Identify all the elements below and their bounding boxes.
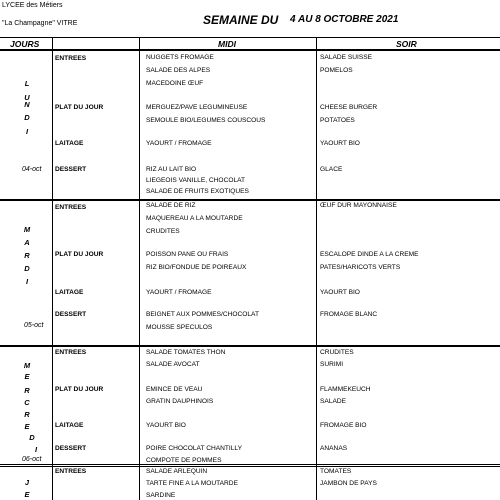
menu-item: ESCALOPE DINDE A LA CREME (320, 251, 419, 258)
menu-item: YAOURT BIO (146, 422, 186, 429)
day-date: 06-oct (22, 456, 42, 463)
menu-item: SEMOULE BIO/LEGUMES COUSCOUS (146, 117, 266, 124)
category-label: LAITAGE (55, 140, 84, 147)
menu-item: EMINCE DE VEAU (146, 386, 203, 393)
menu-item: TARTE FINE A LA MOUTARDE (146, 480, 238, 487)
category-label: ENTREES (55, 349, 87, 356)
column-divider (316, 37, 317, 500)
school-subtitle: "La Champagne" VITRE (2, 20, 78, 27)
menu-item: MACEDOINE ŒUF (146, 80, 204, 87)
category-label: DESSERT (55, 166, 87, 173)
menu-item: GLACE (320, 166, 343, 173)
day-letter: R (24, 410, 30, 419)
day-letter: E (24, 490, 30, 499)
menu-item: NUGGETS FROMAGE (146, 54, 214, 61)
school-name: LYCEE des Métiers (2, 2, 63, 9)
col-header-jours: JOURS (10, 39, 40, 49)
menu-item: YAOURT / FROMAGE (146, 289, 212, 296)
menu-item: SALADE DE FRUITS EXOTIQUES (146, 188, 249, 195)
menu-item: CRUDITES (146, 228, 180, 235)
menu-item: CRUDITES (320, 349, 354, 356)
menu-item: SALADE (320, 398, 347, 405)
menu-item: YAOURT BIO (320, 289, 360, 296)
menu-item: ŒUF DUR MAYONNAISE (320, 202, 397, 209)
day-letter: M (23, 225, 31, 234)
day-letter: D (29, 433, 35, 442)
menu-item: TOMATES (320, 468, 352, 475)
menu-item: MOUSSE SPECULOS (146, 324, 213, 331)
menu-item: SARDINE (146, 492, 176, 499)
day-letter: A (24, 238, 30, 247)
menu-item: RIZ BIO/FONDUE DE POIREAUX (146, 264, 247, 271)
menu-item: RIZ AU LAIT BIO (146, 166, 197, 173)
category-label: PLAT DU JOUR (55, 251, 104, 258)
day-separator (0, 345, 500, 347)
table-top-border (0, 37, 500, 38)
week-label: SEMAINE DU (203, 13, 279, 27)
header-bottom-border (0, 49, 500, 51)
menu-item: GRATIN DAUPHINOIS (146, 398, 214, 405)
col-header-midi: MIDI (218, 39, 236, 49)
day-separator (0, 199, 500, 201)
day-letter: D (24, 264, 30, 273)
menu-item: BEIGNET AUX POMMES/CHOCOLAT (146, 311, 259, 318)
day-date: 04-oct (22, 166, 42, 173)
category-label: LAITAGE (55, 289, 84, 296)
menu-item: CHEESE BURGER (320, 104, 378, 111)
menu-item: MERGUEZ/PAVE LEGUMINEUSE (146, 104, 248, 111)
menu-item: JAMBON DE PAYS (320, 480, 377, 487)
column-divider (139, 37, 140, 500)
category-label: PLAT DU JOUR (55, 386, 104, 393)
menu-item: SALADE DES ALPES (146, 67, 211, 74)
category-label: LAITAGE (55, 422, 84, 429)
menu-item: POISSON PANE OU FRAIS (146, 251, 229, 258)
category-label: DESSERT (55, 311, 87, 318)
day-letter: E (24, 422, 30, 431)
menu-item: SALADE SUISSE (320, 54, 373, 61)
day-letter: L (24, 79, 30, 88)
menu-item: SALADE ARLEQUIN (146, 468, 208, 475)
col-header-soir: SOIR (396, 39, 417, 49)
day-letter: R (24, 251, 30, 260)
menu-item: ANANAS (320, 445, 348, 452)
category-label: ENTREES (55, 204, 87, 211)
menu-item: COMPOTE DE POMMES (146, 457, 222, 464)
day-letter: E (24, 372, 30, 381)
menu-item: SURIMI (320, 361, 344, 368)
category-label: ENTREES (55, 468, 87, 475)
menu-item: FLAMMEKEUCH (320, 386, 371, 393)
menu-item: PATES/HARICOTS VERTS (320, 264, 401, 271)
menu-item: MAQUEREAU A LA MOUTARDE (146, 215, 243, 222)
menu-item: LIEGEOIS VANILLE, CHOCOLAT (146, 177, 246, 184)
day-letter: I (25, 277, 29, 286)
category-label: PLAT DU JOUR (55, 104, 104, 111)
menu-item: POMELOS (320, 67, 353, 74)
day-letter: U (24, 93, 30, 102)
menu-item: SALADE AVOCAT (146, 361, 200, 368)
category-label: DESSERT (55, 445, 87, 452)
menu-item: FROMAGE BLANC (320, 311, 378, 318)
week-dates: 4 AU 8 OCTOBRE 2021 (290, 14, 399, 25)
day-letter: D (24, 113, 30, 122)
menu-item: SALADE TOMATES THON (146, 349, 226, 356)
day-letter: C (24, 398, 30, 407)
menu-item: POIRE CHOCOLAT CHANTILLY (146, 445, 242, 452)
day-letter: M (23, 361, 31, 370)
day-letter: J (24, 478, 30, 487)
day-letter: I (25, 127, 29, 136)
menu-item: SALADE DE RIZ (146, 202, 196, 209)
menu-item: YAOURT / FROMAGE (146, 140, 212, 147)
menu-item: POTATOES (320, 117, 355, 124)
day-separator (0, 464, 500, 465)
category-label: ENTREES (55, 55, 87, 62)
column-divider (52, 37, 53, 500)
day-separator (0, 466, 500, 467)
day-date: 05-oct (24, 322, 44, 329)
day-letter: I (34, 445, 38, 454)
menu-item: YAOURT BIO (320, 140, 360, 147)
menu-item: FROMAGE BIO (320, 422, 367, 429)
day-letter: N (24, 100, 30, 109)
day-letter: R (24, 386, 30, 395)
